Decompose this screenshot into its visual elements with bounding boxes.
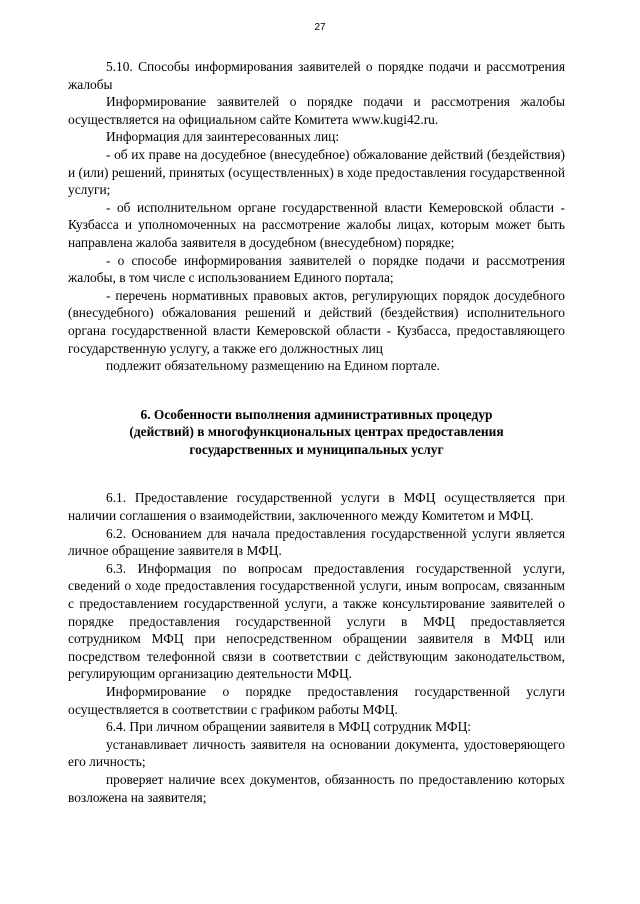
- paragraph-5-10-title: 5.10. Способы информирования заявителей о порядке подачи и рассмотрения жалобы: [68, 59, 565, 92]
- paragraph-documents-check: проверяет наличие всех документов, обязанность по предоставлению которых возложена на заявителя;: [68, 771, 565, 805]
- paragraph-6-4: 6.4. При личном обращении заявителя в МФЦ сотрудник МФЦ:: [106, 719, 471, 735]
- list-item-right-to-appeal: - об их праве на досудебное (внесудебное) обжалование действий (бездействия) и (или) решений, принятых (осуществленных) в ходе предоставления государственной услуги;: [68, 146, 565, 198]
- paragraph-6-3: 6.3. Информация по вопросам предоставления государственной услуги, сведений о ходе предоставления государственной услуги, иным вопросам, связанным с предоставлением государственной услуги, а также консультирование заявителей о порядке предоставления государственной услуги в МФЦ предоставляется сотрудником МФЦ при непосредственном обращении заявителя в МФЦ или посредством телефонной связи в соответствии с действующим законодательством, регулирующим организацию деятельности МФЦ.: [68, 560, 565, 682]
- section-6-heading-line-1: 6. Особенности выполнения административных процедур: [140, 406, 493, 422]
- paragraph-placement-portal: подлежит обязательному размещению на Едином портале.: [106, 358, 441, 374]
- paragraph-6-2: 6.2. Основанием для начала предоставления государственной услуги является личное обращение заявителя в МФЦ.: [68, 525, 565, 559]
- list-item-legal-acts: - перечень нормативных правовых актов, регулирующих порядок досудебного (внесудебного) обжалования решений и действий (бездействия) исполнительного органа государственной власти Кемеровской области - Кузбасса, предоставляющего государственную услугу, а также его должностных лиц: [68, 287, 565, 356]
- section-6-heading: [68, 406, 565, 459]
- page-number: 27: [314, 22, 326, 33]
- paragraph-6-1: 6.1. Предоставление государственной услуги в МФЦ осуществляется при наличии соглашения о взаимодействии, заключенного между Комитетом и МФЦ.: [68, 490, 565, 524]
- list-item-executive-body: - об исполнительном органе государственной власти Кемеровской области - Кузбасса и уполномоченных на рассмотрение жалобы лицах, которым может быть направлена жалоба заявителя в досудебном (внесудебном) порядке;: [68, 199, 565, 250]
- document-body: [68, 58, 565, 806]
- paragraph-schedule: Информирование о порядке предоставления государственной услуги осуществляется в соответствии с графиком работы МФЦ.: [68, 684, 565, 717]
- paragraph-informing-site: Информирование заявителей о порядке подачи и рассмотрения жалобы осуществляется на официальном сайте Комитета www.kugi42.ru.: [68, 94, 565, 127]
- paragraph-info-interested: Информация для заинтересованных лиц:: [106, 129, 340, 145]
- section-6-heading-line-3: государственных и муниципальных услуг: [189, 441, 444, 457]
- list-item-informing-method: - о способе информирования заявителей о порядке подачи и рассмотрения жалобы, в том числе с использованием Единого портала;: [68, 252, 565, 286]
- section-6-heading-line-2: (действий) в многофункциональных центрах предоставления: [129, 424, 504, 440]
- paragraph-identity-check: устанавливает личность заявителя на основании документа, удостоверяющего его личность;: [68, 736, 565, 770]
